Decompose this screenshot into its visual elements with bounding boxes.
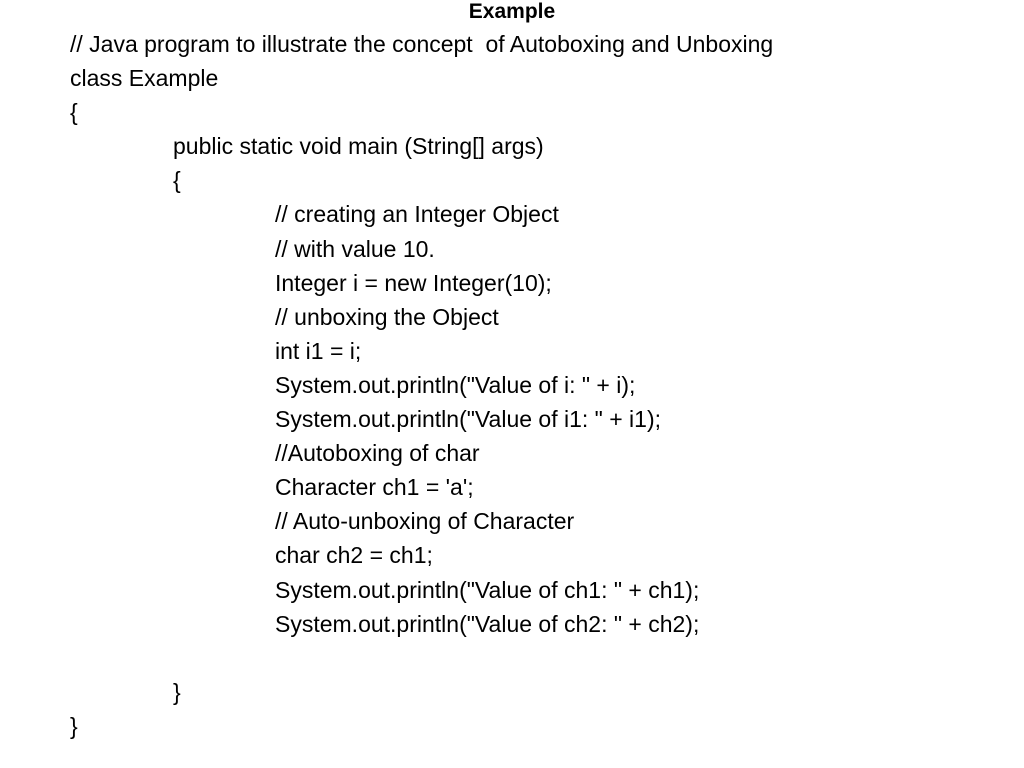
code-line: // with value 10. — [275, 235, 435, 262]
code-line: { — [70, 99, 78, 126]
code-line: int i1 = i; — [275, 337, 362, 364]
code-line: // Java program to illustrate the concept of Autoboxing and Unboxing — [70, 31, 774, 57]
code-line: // Auto-unboxing of Character — [275, 508, 575, 535]
code-line: // unboxing the Object — [275, 303, 499, 330]
code-line: System.out.println("Value of ch2: " + ch2); — [275, 610, 700, 637]
code-line: //Autoboxing of char — [275, 440, 480, 467]
code-line: } — [70, 712, 78, 739]
code-line: System.out.println("Value of i1: " + i1); — [275, 406, 661, 433]
code-line: System.out.println("Value of i: " + i); — [275, 371, 636, 398]
code-line: char ch2 = ch1; — [275, 542, 433, 569]
code-line: } — [173, 678, 181, 705]
code-line: { — [173, 167, 181, 194]
code-line: public static void main (String[] args) — [173, 133, 544, 160]
code-line: System.out.println("Value of ch1: " + ch1); — [275, 576, 700, 603]
code-listing — [70, 27, 1010, 743]
code-line — [70, 641, 1010, 675]
code-line: Character ch1 = 'a'; — [275, 474, 474, 501]
code-line: Integer i = new Integer(10); — [275, 269, 552, 296]
code-line: // creating an Integer Object — [275, 201, 559, 228]
slide-title: Example — [468, 0, 556, 23]
code-line: class Example — [70, 65, 219, 92]
